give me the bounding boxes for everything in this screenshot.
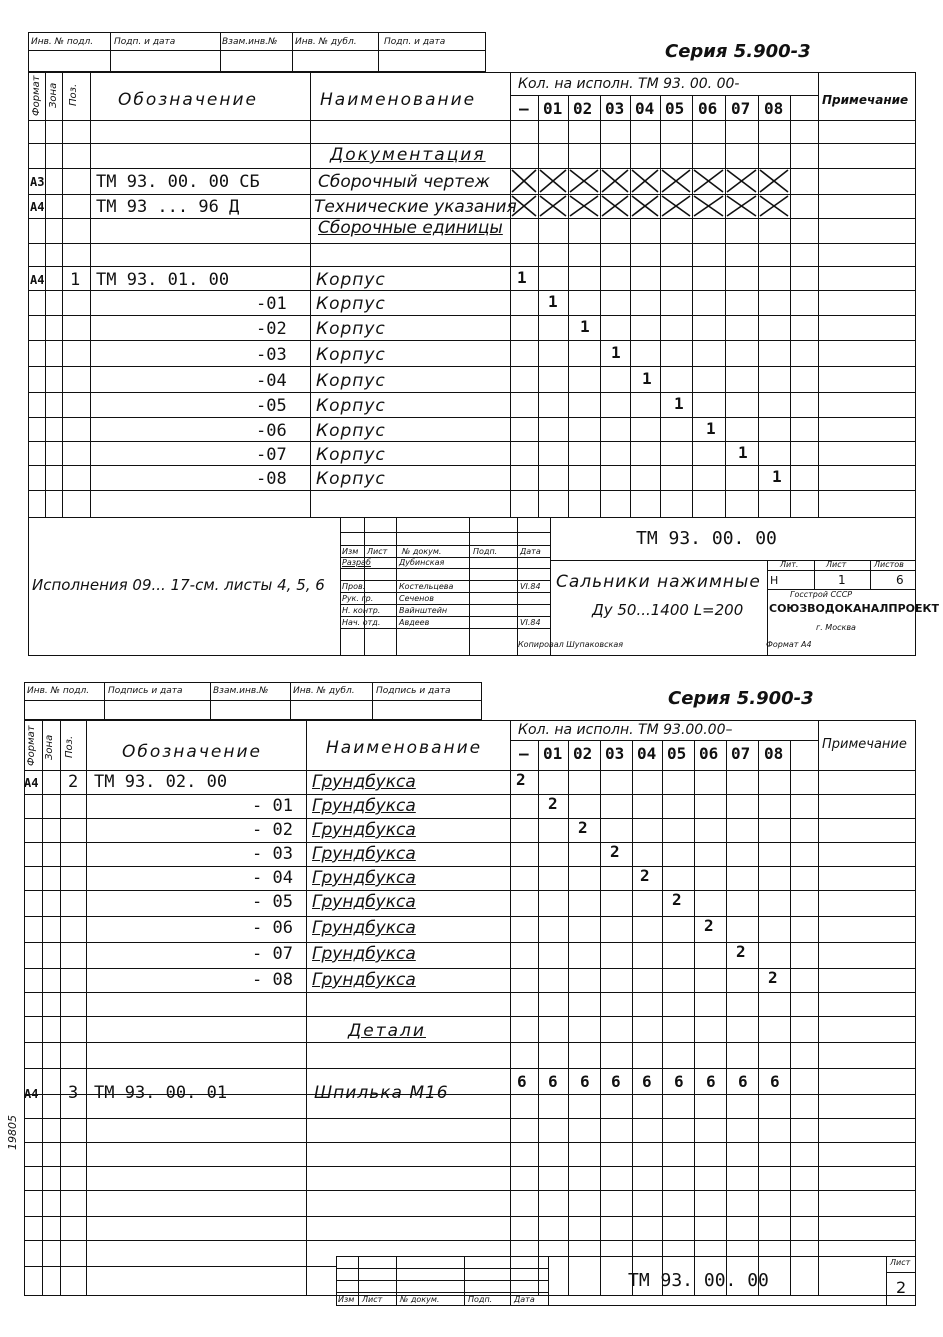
col-designation-header: Обозначение: [122, 742, 262, 762]
cross-mark: [510, 168, 538, 194]
part-name: Шпилька М16: [314, 1083, 449, 1103]
unit-name: Корпус: [316, 294, 386, 314]
variant-05: 05: [667, 744, 687, 763]
part-qty: 6: [580, 1072, 590, 1091]
tb-role: Нач. отд.: [342, 618, 381, 627]
unit-designation: -05: [256, 396, 287, 416]
col-zone-header: Зона: [48, 82, 59, 108]
tb-date-header: Дата: [520, 547, 541, 556]
tb-role: Рук. гр.: [342, 594, 374, 603]
tb-role: Разраб: [342, 558, 371, 567]
cross-mark: [600, 194, 630, 218]
tb-date: VI.84: [520, 582, 541, 591]
stamp-replace-label: Взам.инв.№: [213, 686, 269, 696]
part-qty: 6: [674, 1072, 684, 1091]
tb-person: Дубинская: [399, 558, 445, 567]
col-format-header: Формат: [31, 75, 42, 116]
unit-qty: 1: [706, 419, 716, 438]
tb-org2: СОЮЗВОДОКАНАЛПРОЕКТ: [769, 602, 940, 615]
unit-pos: 1: [70, 270, 81, 290]
variant-05: 05: [665, 99, 685, 118]
tb-sheet: 2: [896, 1278, 907, 1297]
unit-designation: - 03: [252, 844, 293, 864]
unit-designation: - 02: [252, 820, 293, 840]
part-qty: 6: [770, 1072, 780, 1091]
cross-mark: [630, 194, 660, 218]
doc-name: Технические указания: [314, 197, 517, 217]
stamp-dup-label: Инв. № дубл.: [293, 686, 355, 696]
col-pos-header: Поз.: [64, 735, 75, 758]
cross-mark: [758, 168, 790, 194]
col-qty-header: Кол. на исполн. ТМ 93.00.00–: [518, 722, 733, 738]
cross-mark: [725, 194, 758, 218]
unit-designation: - 01: [252, 796, 293, 816]
spec-sheet-2: [0, 670, 943, 1337]
unit-qty: 1: [548, 292, 558, 311]
cross-mark: [510, 194, 538, 218]
part-qty: 6: [548, 1072, 558, 1091]
stamp-inv-label: Инв. № подл.: [31, 37, 94, 47]
unit-designation: ТМ 93. 01. 00: [96, 270, 230, 290]
section-documentation: Документация: [330, 145, 486, 165]
unit-name: Корпус: [316, 469, 386, 489]
tb-sheet: 1: [838, 573, 846, 587]
col-zone-header: Зона: [44, 734, 55, 760]
unit-format: А4: [24, 776, 39, 790]
tb-person: Сеченов: [399, 594, 434, 603]
unit-name: Корпус: [316, 371, 386, 391]
variant-01: 01: [543, 744, 563, 763]
unit-designation: -02: [256, 319, 287, 339]
unit-qty: 1: [642, 369, 652, 388]
tb-sheet-header: Лист: [367, 547, 388, 556]
cross-mark: [568, 194, 600, 218]
variant-08: 08: [764, 744, 784, 763]
copied-by: Копировал Шупаковская: [518, 640, 624, 649]
unit-qty: 1: [772, 467, 782, 486]
variant-04: 04: [635, 99, 655, 118]
unit-designation: -03: [256, 345, 287, 365]
tb-role: Пров.: [342, 582, 366, 591]
spec-sheet-1: [0, 0, 943, 665]
tb-sheet-label: Лист: [826, 560, 847, 569]
series-label: Серия 5.900-3: [665, 41, 811, 62]
cross-mark: [630, 168, 660, 194]
col-name-header: Наименование: [320, 90, 477, 110]
cross-mark: [538, 194, 568, 218]
variant-06: 06: [698, 99, 718, 118]
unit-name: Грундбукса: [312, 772, 416, 792]
unit-designation: - 06: [252, 918, 293, 938]
tb-lit: Н: [770, 574, 779, 587]
doc-name: Сборочный чертеж: [318, 172, 490, 192]
unit-name: Корпус: [316, 270, 386, 290]
tb-doc-code: ТМ 93. 00. 00: [636, 528, 777, 549]
variant-01: 01: [543, 99, 563, 118]
tb-title-sub: Ду 50...1400 L=200: [592, 601, 744, 619]
unit-name: Грундбукса: [312, 970, 416, 990]
tb-sheets: 6: [896, 573, 904, 587]
unit-designation: ТМ 93. 02. 00: [94, 772, 228, 792]
variant-08: 08: [764, 99, 784, 118]
tb-sheets-label: Листов: [874, 560, 904, 569]
stamp-sign2-label: Подп. и дата: [384, 37, 446, 47]
series-label: Серия 5.900-3: [668, 688, 814, 709]
variant-03: 03: [605, 744, 625, 763]
cross-mark: [660, 168, 692, 194]
part-qty: 6: [642, 1072, 652, 1091]
stamp-replace-label: Взам.инв.№: [222, 37, 278, 47]
part-pos: 3: [68, 1083, 79, 1103]
unit-pos: 2: [68, 772, 79, 792]
cross-mark: [660, 194, 692, 218]
variants-note: Исполнения 09... 17-см. листы 4, 5, 6: [32, 576, 325, 594]
unit-designation: -08: [256, 469, 287, 489]
unit-qty: 2: [516, 770, 526, 789]
unit-name: Грундбукса: [312, 918, 416, 938]
variant-04: 04: [637, 744, 657, 763]
col-qty-header: Кол. на исполн. ТМ 93. 00. 00-: [518, 76, 740, 92]
unit-qty: 1: [611, 343, 621, 362]
col-pos-header: Поз.: [68, 83, 79, 106]
unit-qty: 2: [736, 942, 746, 961]
tb-org1: Госстрой СССР: [790, 590, 853, 599]
unit-name: Корпус: [316, 319, 386, 339]
unit-name: Грундбукса: [312, 892, 416, 912]
unit-name: Корпус: [316, 396, 386, 416]
unit-designation: - 05: [252, 892, 293, 912]
doc-format: А4: [30, 200, 45, 214]
stamp-dup-label: Инв. № дубл.: [295, 37, 357, 47]
col-format-header: Формат: [26, 725, 37, 766]
unit-qty: 2: [672, 890, 682, 909]
variant-base: –: [519, 99, 529, 118]
stamp-sign-label: Подп. и дата: [114, 37, 176, 47]
variant-03: 03: [605, 99, 625, 118]
unit-designation: -04: [256, 371, 287, 391]
unit-designation: - 08: [252, 970, 293, 990]
unit-qty: 2: [610, 842, 620, 861]
unit-name: Корпус: [316, 421, 386, 441]
col-designation-header: Обозначение: [118, 90, 258, 110]
cross-mark: [600, 168, 630, 194]
tb-docnum-header: № докум.: [402, 547, 442, 556]
format-label: Формат А4: [766, 640, 812, 649]
tb-sign-header: Подп.: [473, 547, 498, 556]
part-qty: 6: [517, 1072, 527, 1091]
doc-designation: ТМ 93 ... 96 Д: [96, 197, 240, 217]
unit-name: Грундбукса: [312, 820, 416, 840]
tb-doc-code: ТМ 93. 00. 00: [628, 1270, 769, 1291]
unit-qty: 1: [738, 443, 748, 462]
unit-name: Грундбукса: [312, 844, 416, 864]
tb-sheet-header: Лист: [362, 1295, 383, 1304]
tb-person: Вайнштейн: [399, 606, 448, 615]
unit-qty: 1: [517, 268, 527, 287]
unit-designation: -06: [256, 421, 287, 441]
unit-qty: 2: [578, 818, 588, 837]
section-parts: Детали: [348, 1021, 426, 1041]
unit-designation: - 07: [252, 944, 293, 964]
unit-name: Грундбукса: [312, 944, 416, 964]
unit-name: Грундбукса: [312, 868, 416, 888]
unit-format: А4: [30, 273, 45, 287]
unit-qty: 2: [768, 968, 778, 987]
stamp-sign-label: Подпись и дата: [108, 686, 183, 696]
variant-06: 06: [699, 744, 719, 763]
part-designation: ТМ 93. 00. 01: [94, 1083, 228, 1103]
col-note-header: Примечание: [822, 737, 907, 752]
unit-designation: -01: [256, 294, 287, 314]
tb-docnum-header: № докум.: [400, 1295, 440, 1304]
tb-date: VI.84: [520, 618, 541, 627]
cross-mark: [568, 168, 600, 194]
unit-designation: -07: [256, 445, 287, 465]
part-qty: 6: [738, 1072, 748, 1091]
tb-sign-header: Подп.: [468, 1295, 493, 1304]
cross-mark: [692, 194, 725, 218]
part-format: А4: [24, 1087, 39, 1101]
part-qty: 6: [611, 1072, 621, 1091]
part-qty: 6: [706, 1072, 716, 1091]
tb-org3: г. Москва: [816, 623, 856, 632]
tb-lit-label: Лит.: [780, 560, 799, 569]
section-assembly-units: Сборочные единицы: [318, 218, 503, 238]
stamp-inv-label: Инв. № подл.: [27, 686, 90, 696]
unit-qty: 2: [548, 794, 558, 813]
cross-mark: [725, 168, 758, 194]
tb-person: Костельцева: [399, 582, 454, 591]
tb-title-main: Сальники нажимные: [556, 572, 761, 592]
doc-format: А3: [30, 175, 45, 189]
cross-mark: [692, 168, 725, 194]
unit-name: Корпус: [316, 445, 386, 465]
variant-07: 07: [731, 744, 751, 763]
tb-role: Н. контр.: [342, 606, 381, 615]
col-name-header: Наименование: [326, 738, 483, 758]
main-frame: [24, 720, 916, 1296]
col-note-header: Примечание: [822, 93, 909, 107]
variant-07: 07: [731, 99, 751, 118]
variant-base: –: [519, 744, 529, 763]
unit-qty: 1: [580, 317, 590, 336]
tb-date-header: Дата: [514, 1295, 535, 1304]
unit-qty: 2: [704, 916, 714, 935]
doc-designation: ТМ 93. 00. 00 СБ: [96, 172, 260, 192]
unit-designation: - 04: [252, 868, 293, 888]
side-number: 19805: [6, 1115, 19, 1150]
cross-mark: [758, 194, 790, 218]
unit-name: Корпус: [316, 345, 386, 365]
tb-rev-header: Изм: [342, 547, 359, 556]
tb-person: Авдеев: [399, 618, 430, 627]
tb-rev-header: Изм: [338, 1295, 355, 1304]
variant-02: 02: [573, 99, 593, 118]
unit-name: Грундбукса: [312, 796, 416, 816]
unit-qty: 1: [674, 394, 684, 413]
cross-mark: [538, 168, 568, 194]
stamp-sign2-label: Подпись и дата: [376, 686, 451, 696]
tb-sheet-label: Лист: [890, 1258, 911, 1267]
variant-02: 02: [573, 744, 593, 763]
unit-qty: 2: [640, 866, 650, 885]
